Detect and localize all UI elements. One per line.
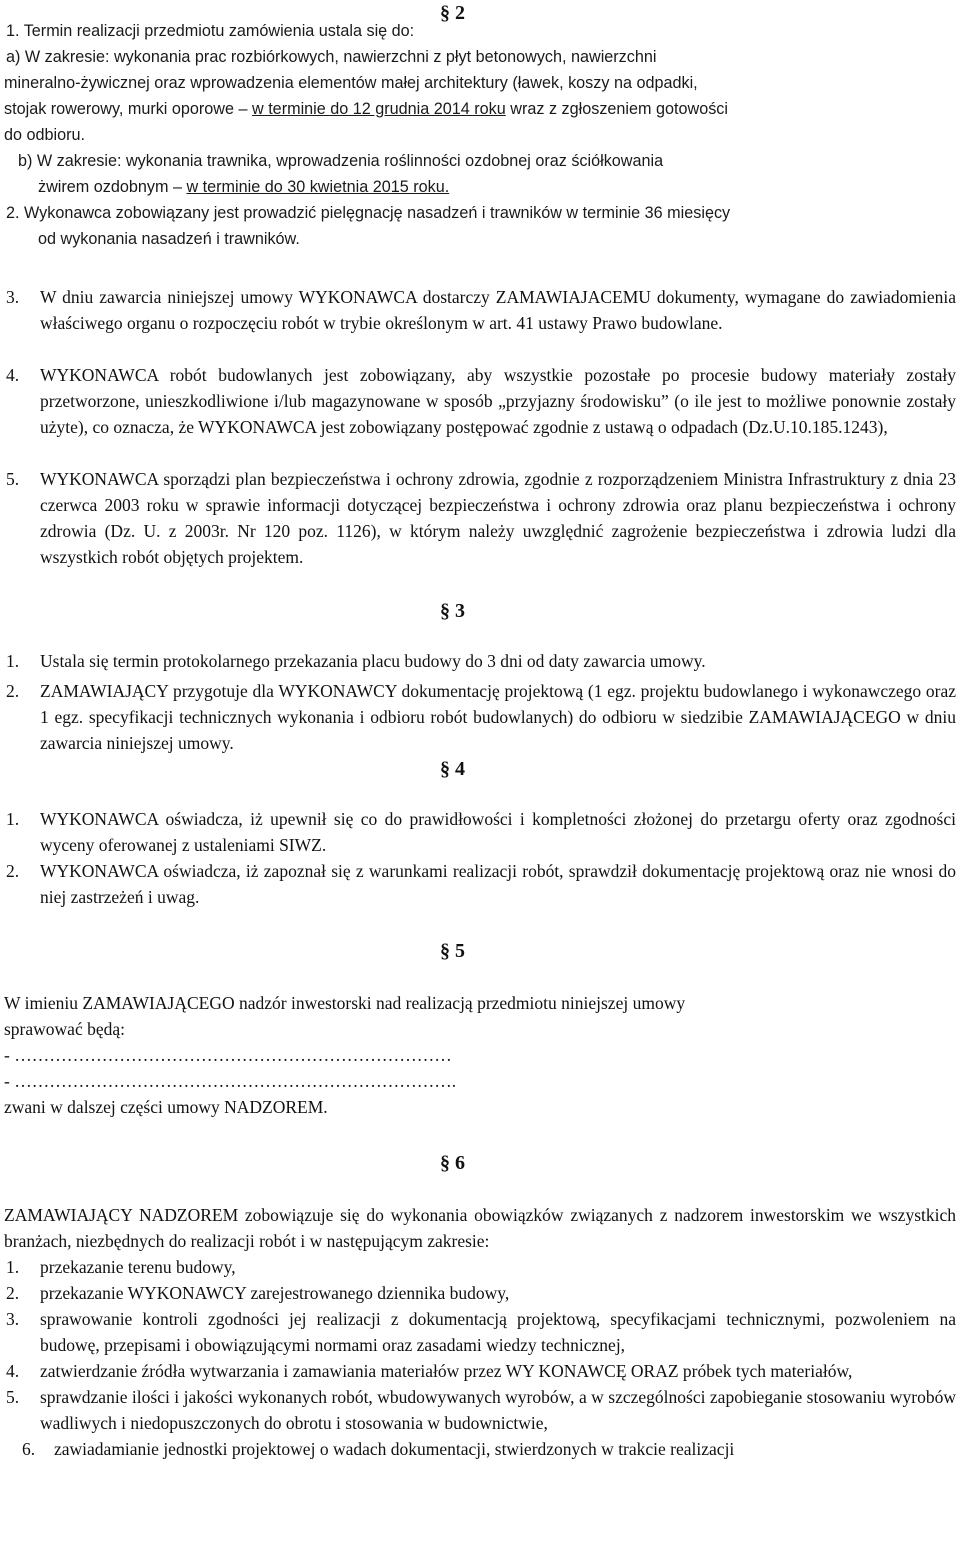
item-b-line1: b) W zakresie: wykonania trawnika, wprowadzenia roślinności ozdobnej oraz ściółkowania [18, 152, 664, 170]
item-text: zatwierdzanie źródła wytwarzania i zamawiania materiałów przez WY KONAWCĘ ORAZ próbek tych materiałów, [40, 1361, 853, 1381]
section-4-item-2 [4, 858, 956, 910]
item-a-line3 [4, 96, 956, 122]
item-2-line2: od wykonania nasadzeń i trawników. [38, 230, 300, 248]
item-text: WYKONAWCA robót budowlanych jest zobowiązany, aby wszystkie pozostałe po procesie budowy materiały zostały przetworzone, unieszkodliwione i/lub magazynowane w sposób „przyjazny środowisku” (o ile jest to możliwe ponownie zostały użyte), co oznacza, że WYKONAWCA jest zobowiązany postępować zgodnie z ustawą o odpadach (Dz.U.10.185.1243), [40, 365, 956, 437]
list-item [4, 1384, 956, 1436]
item-text: Ustala się termin protokolarnego przekazania placu budowy do 3 dni od daty zawarcia umowy. [40, 651, 706, 671]
section-2-heading: § 2 [440, 2, 465, 24]
list-item [4, 1280, 956, 1306]
section-2-deadlines [4, 18, 956, 252]
section-4-item-1 [4, 806, 956, 858]
list-item [4, 1358, 956, 1384]
item-text: przekazanie WYKONAWCY zarejestrowanego dziennika budowy, [40, 1283, 510, 1303]
section-5-heading: § 5 [440, 940, 465, 962]
item-a-line1: a) W zakresie: wykonania prac rozbiórkowych, nawierzchni z płyt betonowych, nawierzchni [6, 48, 657, 66]
list-item [4, 1436, 956, 1462]
section-6-list [4, 1254, 956, 1462]
item-number: 5. [6, 1387, 20, 1407]
item-text: ZAMAWIAJĄCY przygotuje dla WYKONAWCY dokumentację projektową (1 egz. projektu budowlanego i wykonawczego oraz 1 egz. specyfikacji technicznych wykonania i odbioru robót budowlanych) do odbioru w siedzibie ZAMAWIAJĄCEGO w dniu zawarcia niniejszej umowy. [40, 681, 956, 753]
section-3-item-2 [4, 678, 956, 756]
item-number: 3. [6, 287, 20, 307]
item-a-text-post: wraz z zgłoszeniem gotowości [505, 100, 728, 118]
item-2-line1: 2. Wykonawca zobowiązany jest prowadzić pielęgnację nasadzeń i trawników w terminie 36 miesięcy [6, 204, 731, 222]
section-2-item-5 [4, 466, 956, 570]
section-6-heading: § 6 [440, 1152, 465, 1174]
item-number: 2. [6, 861, 20, 881]
closing-line: zwani w dalszej części umowy NADZOREM. [4, 1097, 328, 1117]
item-b-deadline: w terminie do 30 kwietnia 2015 roku. [186, 178, 450, 196]
item-number: 5. [6, 469, 20, 489]
item-text: przekazanie terenu budowy, [40, 1257, 236, 1277]
list-item [4, 1306, 956, 1358]
item-number: 6. [22, 1439, 36, 1459]
item-number: 1. [6, 1257, 20, 1277]
supervisor-blank-1: - ………………………………………………………………… [4, 1045, 452, 1065]
item-b-line2 [4, 174, 956, 200]
section-2-item-3 [4, 284, 956, 336]
item-number: 4. [6, 365, 20, 385]
item-a-deadline: w terminie do 12 grudnia 2014 roku [252, 100, 506, 118]
item-a-line2: mineralno-żywicznej oraz wprowadzenia elementów małej architektury (ławek, koszy na odpadki, [4, 74, 698, 92]
section-4-heading: § 4 [440, 758, 465, 780]
section-2-item-4 [4, 362, 956, 440]
item-text: WYKONAWCA sporządzi plan bezpieczeństwa i ochrony zdrowia, zgodnie z rozporządzeniem Ministra Infrastruktury z dnia 23 czerwca 2003 roku w sprawie informacji dotyczącej bezpieczeństwa i ochrony zdrowia oraz planu bezpieczeństwa i ochrony zdrowia (Dz. U. z 2003r. Nr 120 poz. 1126), w którym należy uwzględnić zagrożenie bezpieczeństwa i zdrowia ludzi dla wszystkich robót objętych projektem. [40, 469, 956, 567]
intro-line-1: W imieniu ZAMAWIAJĄCEGO nadzór inwestorski nad realizacją przedmiotu niniejszej umowy [4, 993, 686, 1013]
item-number: 4. [6, 1361, 20, 1381]
item-a-text: stojak rowerowy, murki oporowe – [4, 100, 252, 118]
item-number: 2. [6, 681, 20, 701]
section-3-heading: § 3 [440, 600, 465, 622]
item-number: 3. [6, 1309, 20, 1329]
item-text: W dniu zawarcia niniejszej umowy WYKONAWCA dostarczy ZAMAWIAJACEMU dokumenty, wymagane do zawiadomienia właściwego organu o rozpoczęciu robót w trybie określonym w art. 41 ustawy Prawo budowlane. [40, 287, 956, 333]
item-a-line4: do odbioru. [4, 126, 86, 144]
item-number: 2. [6, 1283, 20, 1303]
section-5-body [4, 990, 956, 1120]
item-1-intro: 1. Termin realizacji przedmiotu zamówienia ustala się do: [6, 22, 415, 40]
item-text: zawiadamianie jednostki projektowej o wadach dokumentacji, stwierdzonych w trakcie realizacji [54, 1439, 735, 1459]
item-text: WYKONAWCA oświadcza, iż zapoznał się z warunkami realizacji robót, sprawdził dokumentację projektową oraz nie wnosi do niej zastrzeżeń i uwag. [40, 861, 956, 907]
intro-line-2: sprawować będą: [4, 1019, 125, 1039]
item-text: WYKONAWCA oświadcza, iż upewnił się co do prawidłowości i kompletności złożonej do przetargu oferty oraz zgodności wyceny oferowanej z ustaleniami SIWZ. [40, 809, 956, 855]
section-3-item-1 [4, 648, 956, 674]
item-b-text: żwirem ozdobnym – [38, 178, 187, 196]
item-number: 1. [6, 651, 20, 671]
item-number: 1. [6, 809, 20, 829]
section-6-intro: ZAMAWIAJĄCY NADZOREM zobowiązuje się do wykonania obowiązków związanych z nadzorem inwestorskim we wszystkich branżach, niezbędnych do realizacji robót i w następującym zakresie: [4, 1205, 956, 1251]
supervisor-blank-2: - …………………………………………………………………. [4, 1071, 457, 1091]
list-item [4, 1254, 956, 1280]
item-text: sprawdzanie ilości i jakości wykonanych robót, wbudowywanych wyrobów, a w szczególności zapobieganie stosowaniu wyrobów wadliwych i niedopuszczonych do obrotu i stosowania w budownictwie, [40, 1387, 956, 1433]
item-text: sprawowanie kontroli zgodności jej realizacji z dokumentacją projektową, specyfikacjami technicznymi, pozwoleniem na budowę, przepisami i obowiązującymi normami oraz zasadami wiedzy technicznej, [40, 1309, 956, 1355]
